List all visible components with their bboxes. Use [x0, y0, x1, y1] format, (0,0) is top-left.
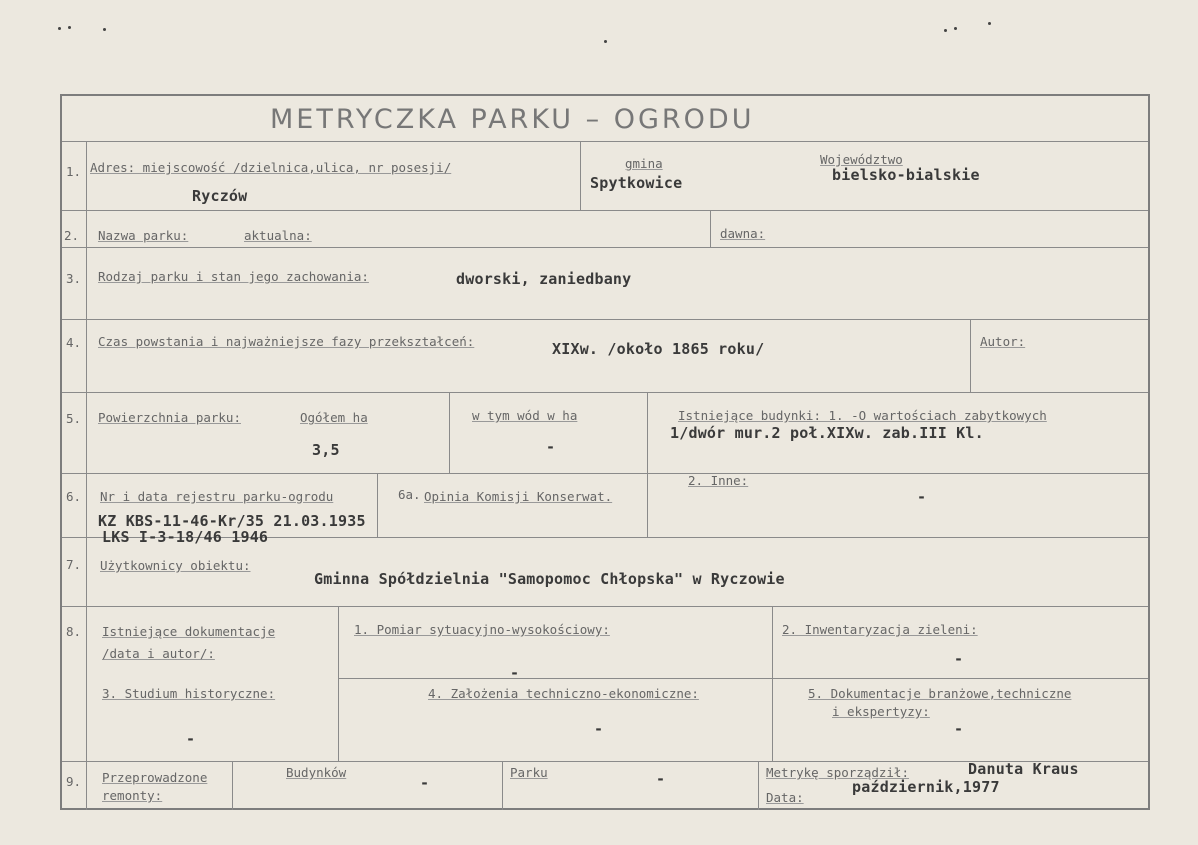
opinion-label: Opinia Komisji Konserwat. — [424, 489, 613, 504]
area-total-label: Ogółem ha — [300, 410, 368, 425]
date-value: październik,1977 — [852, 778, 1000, 796]
speck — [58, 27, 61, 30]
speck — [988, 22, 991, 25]
other-value: - — [917, 488, 927, 506]
row-number: 1. — [66, 164, 82, 179]
buildings-label: Istniejące budynki: 1. -O wartościach zabytkowych — [678, 408, 1047, 423]
row-number: 9. — [66, 774, 82, 789]
author-label: Autor: — [980, 334, 1026, 349]
speck — [954, 27, 957, 30]
row-number: 2. — [64, 228, 80, 243]
speck — [604, 40, 607, 43]
row-number: 7. — [66, 557, 82, 572]
row-number: 3. — [66, 271, 82, 286]
wojewodztwo-value: bielsko-bialskie — [832, 166, 980, 184]
park-type-value: dworski, zaniedbany — [456, 270, 632, 288]
card-title: METRYCZKA PARKU – OGRODU — [270, 104, 755, 135]
renovations-label-1: Przeprowadzone — [102, 770, 208, 785]
park-record-card — [60, 94, 1150, 810]
row-number: 8. — [66, 624, 82, 639]
buildings-value: 1/dwór mur.2 poł.XIXw. zab.III Kl. — [670, 424, 984, 442]
survey-label: 1. Pomiar sytuacyjno-wysokościowy: — [354, 622, 610, 637]
gmina-value: Spytkowice — [590, 174, 683, 192]
renovations-label-2: remonty: — [102, 788, 163, 803]
greenery-value: - — [954, 650, 964, 668]
other-label: 2. Inne: — [688, 473, 749, 488]
water-value: - — [546, 438, 556, 456]
greenery-label: 2. Inwentaryzacja zieleni: — [782, 622, 978, 637]
documentation-label-2: /data i autor/: — [102, 646, 215, 661]
address-label: Adres: miejscowość /dzielnica,ulica, nr posesji/ — [90, 160, 452, 175]
origin-label: Czas powstania i najważniejsze fazy przekształceń: — [98, 334, 475, 349]
registry-value-1: KZ KBS-11-46-Kr/35 21.03.1935 — [98, 512, 366, 530]
documentation-label-1: Istniejące dokumentacje — [102, 624, 276, 639]
row-number: 4. — [66, 335, 82, 350]
renovation-park-value: - — [656, 770, 666, 788]
tech-label: 4. Założenia techniczno-ekonomiczne: — [428, 686, 699, 701]
history-value: - — [186, 730, 196, 748]
area-total-value: 3,5 — [312, 441, 340, 459]
gmina-label: gmina — [625, 156, 663, 171]
users-value: Gminna Spółdzielnia "Samopomoc Chłopska" w Ryczowie — [314, 570, 785, 588]
prepared-by-label: Metrykę sporządził: — [766, 765, 909, 780]
prepared-by-value: Danuta Kraus — [968, 760, 1079, 778]
park-name-label: Nazwa parku: — [98, 228, 189, 243]
date-label: Data: — [766, 790, 804, 805]
speck — [103, 28, 106, 31]
renovation-buildings-value: - — [420, 774, 430, 792]
row-number: 6. — [66, 489, 82, 504]
speck — [68, 26, 71, 29]
row-number: 5. — [66, 411, 82, 426]
renovation-buildings-label: Budynków — [286, 765, 347, 780]
branch-value: - — [954, 720, 964, 738]
history-label: 3. Studium historyczne: — [102, 686, 276, 701]
opinion-number: 6a. — [398, 487, 421, 502]
survey-value: - — [510, 664, 520, 682]
address-value: Ryczów — [192, 187, 248, 205]
speck — [944, 29, 947, 32]
registry-value-2: LKS I-3-18/46 1946 — [102, 528, 269, 546]
origin-value: XIXw. /około 1865 roku/ — [552, 340, 765, 358]
tech-value: - — [594, 720, 604, 738]
park-type-label: Rodzaj parku i stan jego zachowania: — [98, 269, 369, 284]
users-label: Użytkownicy obiektu: — [100, 558, 251, 573]
park-name-former-label: dawna: — [720, 226, 766, 241]
renovation-park-label: Parku — [510, 765, 548, 780]
branch-label-1: 5. Dokumentacje branżowe,techniczne — [808, 686, 1072, 701]
branch-label-2: i ekspertyzy: — [832, 704, 930, 719]
area-label: Powierzchnia parku: — [98, 410, 241, 425]
park-name-current-label: aktualna: — [244, 228, 312, 243]
water-label: w tym wód w ha — [472, 408, 578, 423]
registry-label: Nr i data rejestru parku-ogrodu — [100, 489, 334, 504]
wojewodztwo-label: Województwo — [820, 152, 903, 167]
